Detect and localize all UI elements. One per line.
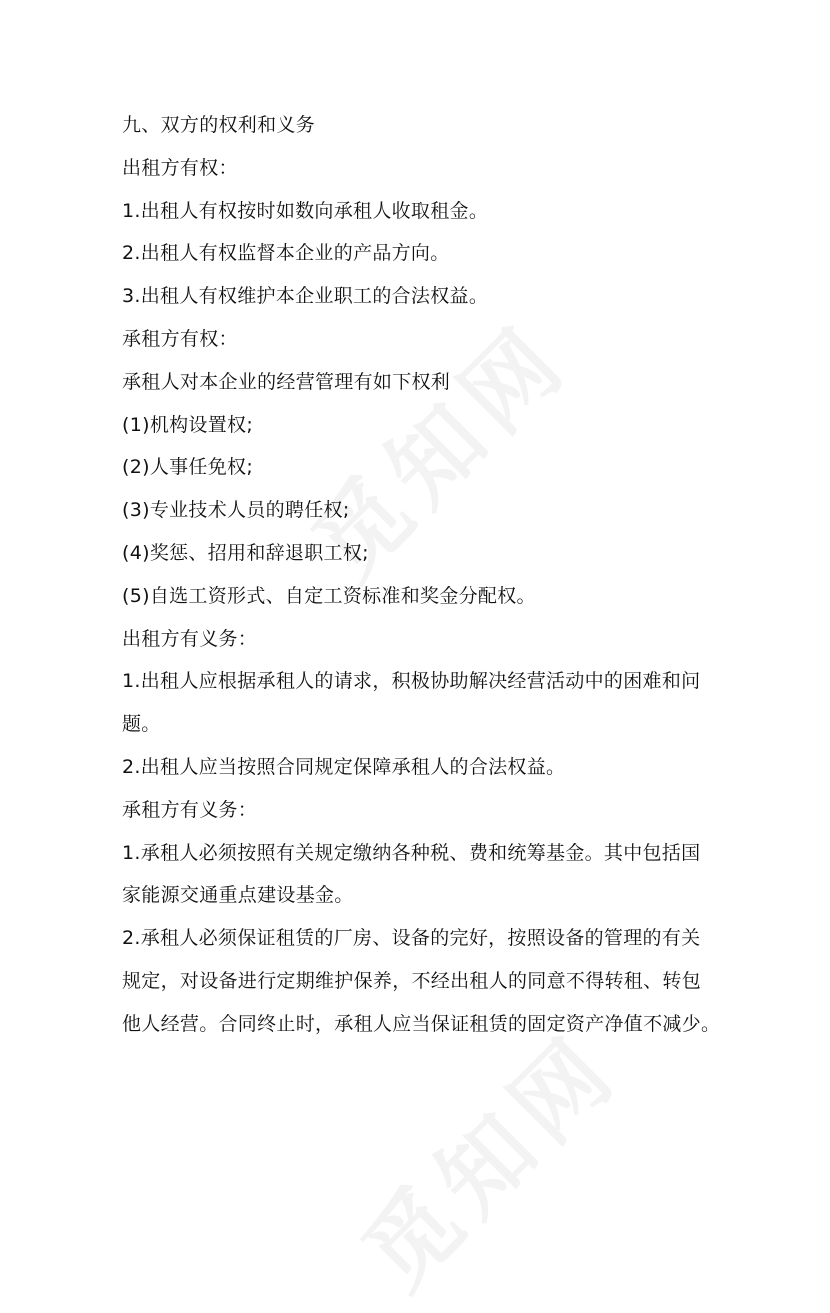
watermark xyxy=(329,999,643,1313)
paragraph-line: 他人经营。合同终止时，承租人应当保证租赁的固定资产净值不减少。 xyxy=(122,1012,721,1035)
paragraph-line: 1.出租人有权按时如数向承租人收取租金。 xyxy=(122,199,489,222)
section-heading: 九、双方的权利和义务 xyxy=(122,114,316,136)
list-item: (4)奖惩、招用和辞退职工权; xyxy=(122,541,369,564)
paragraph-line: 题。 xyxy=(122,713,161,736)
list-item: (5)自选工资形式、自定工资标准和奖金分配权。 xyxy=(122,584,536,607)
paragraph-line: 1.出租人应根据承租人的请求，积极协助解决经营活动中的困难和问 xyxy=(122,670,701,693)
list-item: (2)人事任免权; xyxy=(122,456,254,479)
subheading-lessor-duties: 出租方有义务： xyxy=(122,627,258,650)
paragraph-line: 规定，对设备进行定期维护保养，不经出租人的同意不得转租、转包 xyxy=(122,969,702,992)
list-item: (1)机构设置权; xyxy=(122,413,254,436)
paragraph-line: 家能源交通重点建设基金。 xyxy=(122,884,354,907)
paragraph-line: 3.出租人有权维护本企业职工的合法权益。 xyxy=(122,285,489,308)
subheading-lessee-rights: 承租方有权： xyxy=(122,327,238,350)
paragraph-line: 1.承租人必须按照有关规定缴纳各种税、费和统筹基金。其中包括国 xyxy=(122,841,701,864)
paragraph-line: 2.承租人必须保证租赁的厂房、设备的完好，按照设备的管理的有关 xyxy=(122,927,701,950)
document-body xyxy=(122,104,722,1046)
list-item: (3)专业技术人员的聘任权; xyxy=(122,499,350,522)
subheading-lessor-rights: 出租方有权： xyxy=(122,156,238,179)
paragraph-line: 2.出租人有权监督本企业的产品方向。 xyxy=(122,242,450,265)
paragraph-line: 承租人对本企业的经营管理有如下权利 xyxy=(122,370,451,393)
paragraph-line: 2.出租人应当按照合同规定保障承租人的合法权益。 xyxy=(122,755,566,778)
subheading-lessee-duties: 承租方有义务： xyxy=(122,798,258,821)
